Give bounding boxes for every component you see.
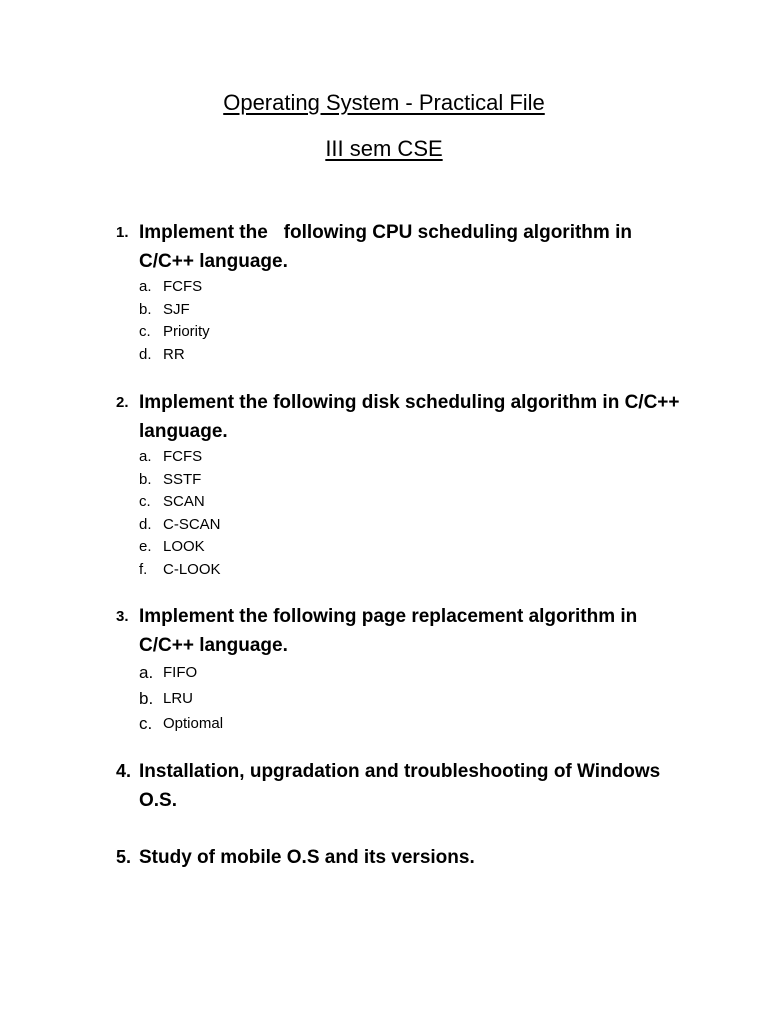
list-item-label: Priority: [163, 323, 210, 341]
list-item: [139, 660, 680, 686]
list-item: [139, 276, 680, 299]
sub-item-list: [139, 660, 680, 737]
list-item: [139, 299, 680, 322]
list-item-letter: d.: [139, 345, 152, 363]
question-5: [110, 843, 680, 872]
list-item: [139, 686, 680, 712]
list-item: [139, 536, 680, 559]
sub-item-list: [139, 446, 680, 582]
question-number: 3.: [116, 608, 129, 625]
list-item-label: Optiomal: [163, 715, 224, 732]
question-2: [110, 388, 685, 582]
list-item: [139, 446, 680, 469]
list-item-letter: b.: [139, 470, 152, 488]
list-item-letter: a.: [139, 663, 154, 682]
question-number: 2.: [116, 394, 129, 411]
question-1: [110, 218, 680, 366]
question-text: Study of mobile O.S and its versions.: [139, 847, 475, 868]
document-subtitle: III sem CSE: [325, 136, 443, 161]
question-number: 5.: [116, 847, 132, 867]
list-item-label: SSTF: [163, 470, 202, 488]
list-item: [139, 321, 680, 344]
list-item-letter: a.: [139, 278, 152, 295]
list-item-letter: a.: [139, 448, 152, 465]
list-item-letter: c.: [139, 493, 151, 511]
list-item-label: SCAN: [163, 493, 205, 511]
list-item: [139, 711, 680, 737]
list-item-label: FCFS: [163, 448, 203, 465]
list-item-letter: c.: [139, 714, 153, 733]
list-item-letter: b.: [139, 688, 154, 708]
question-number: 1.: [116, 224, 129, 241]
list-item: [139, 469, 680, 492]
list-item-letter: f.: [139, 560, 148, 578]
list-item-letter: c.: [139, 323, 151, 341]
sub-item-list: [139, 276, 680, 366]
document-title: Operating System - Practical File: [223, 90, 545, 115]
list-item: [139, 491, 680, 514]
list-item-label: FIFO: [163, 664, 198, 681]
list-item-letter: d.: [139, 515, 152, 533]
question-3: [110, 602, 680, 737]
list-item: [139, 514, 680, 537]
list-item-letter: e.: [139, 538, 152, 556]
list-item: [139, 559, 680, 582]
question-4: [110, 757, 680, 815]
list-item-letter: b.: [139, 300, 152, 318]
list-item-label: SJF: [163, 300, 190, 318]
question-text: Implement the following disk scheduling algorithm in C/C++ language.: [139, 392, 685, 442]
list-item-label: LOOK: [163, 538, 205, 556]
question-text: Implement the following CPU scheduling algorithm in C/C++ language.: [139, 222, 638, 272]
question-text: Implement the following page replacement algorithm in C/C++ language.: [139, 606, 643, 656]
list-item-label: C-LOOK: [163, 560, 221, 578]
list-item-label: LRU: [163, 689, 194, 707]
list-item-label: C-SCAN: [163, 515, 221, 533]
question-number: 4.: [116, 761, 132, 781]
list-item-label: RR: [163, 345, 185, 363]
list-item-label: FCFS: [163, 278, 203, 295]
question-text: Installation, upgradation and troubleshooting of Windows O.S.: [139, 761, 666, 811]
list-item: [139, 344, 680, 367]
